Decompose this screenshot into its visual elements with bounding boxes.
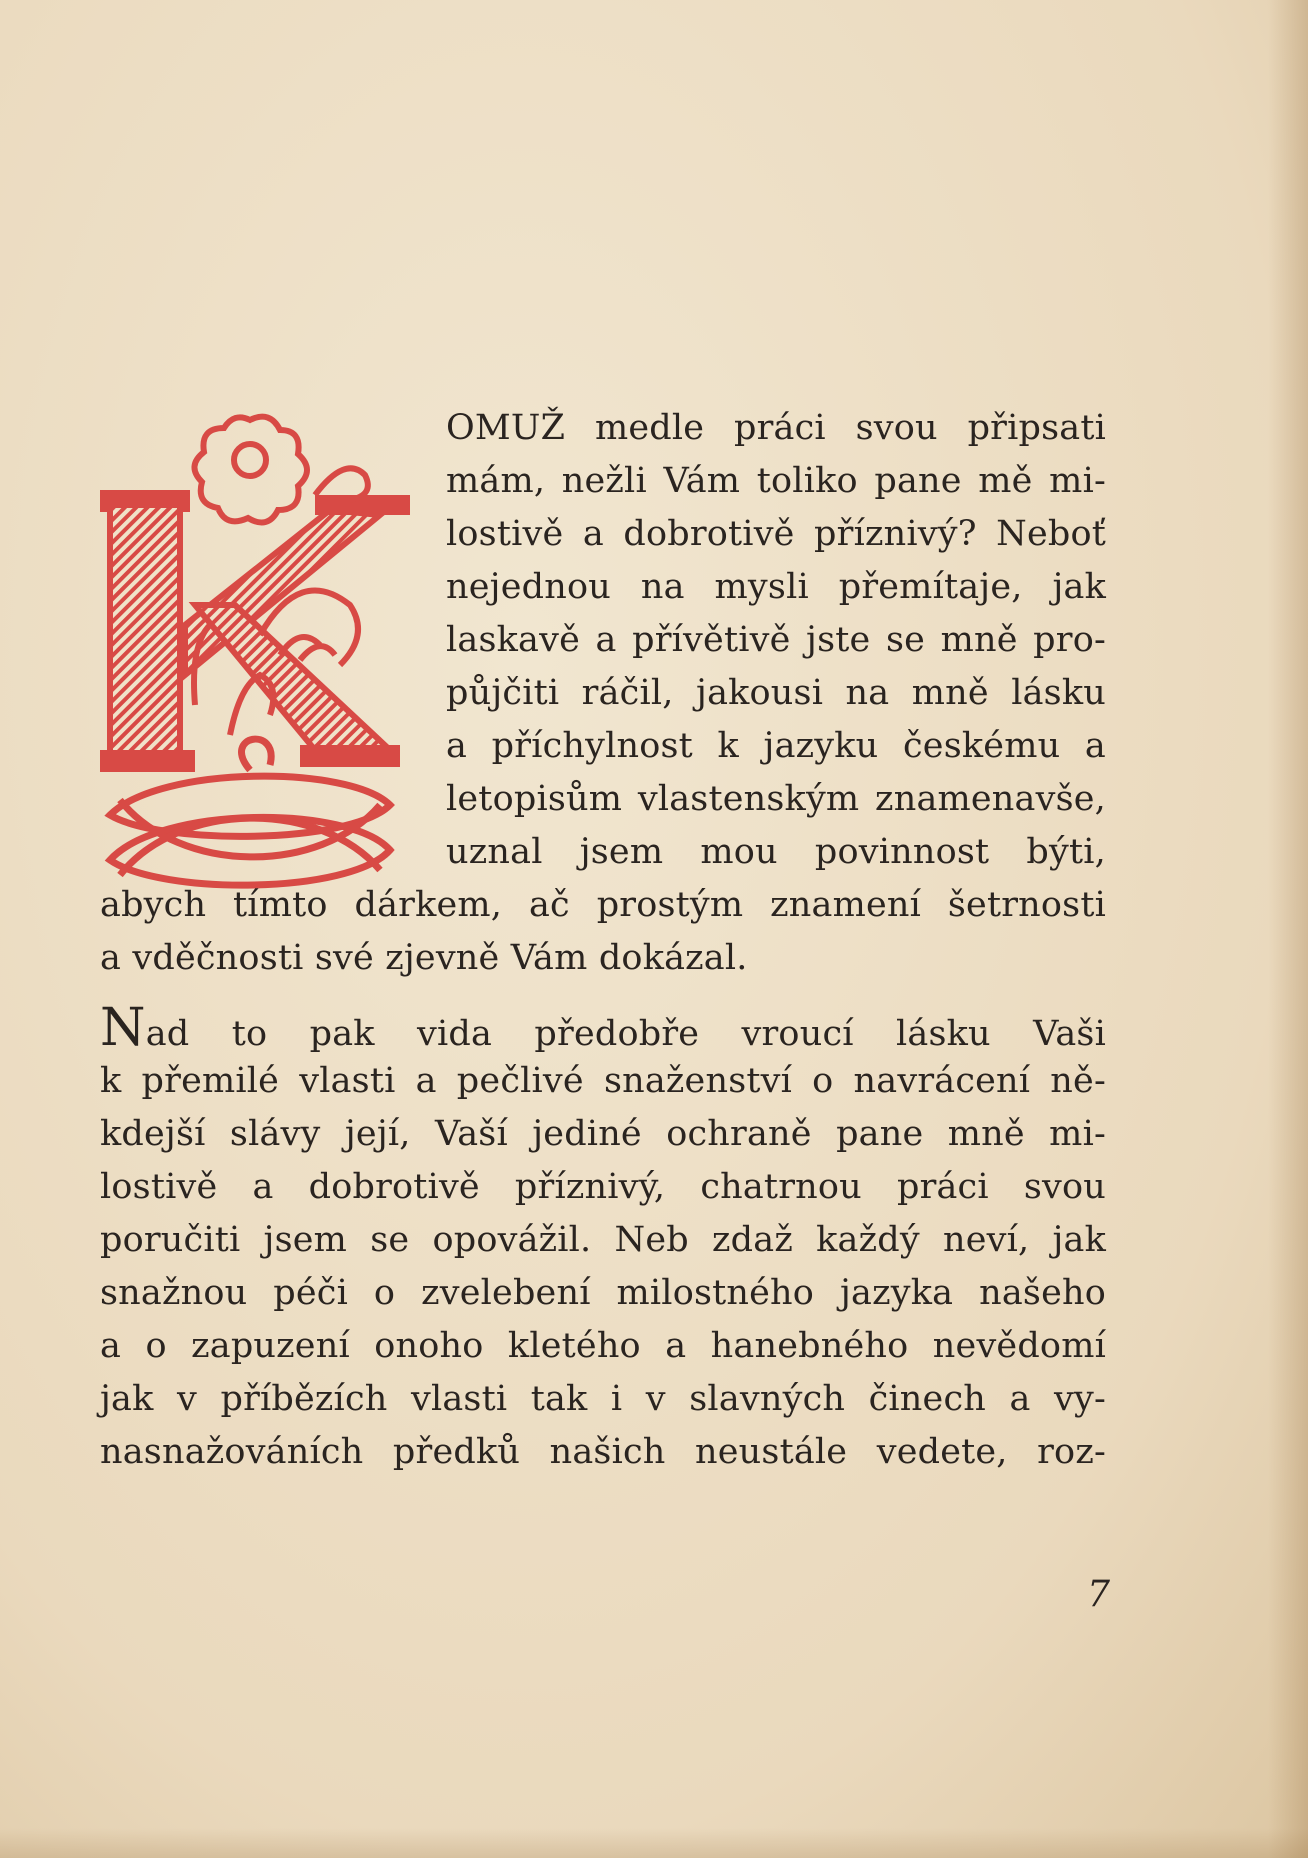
text-line: a o zapuzení onoho kletého a hanebného nevědomí xyxy=(100,1326,1106,1366)
text-line: abych tímto dárkem, ač prostým znamení šetrnosti xyxy=(100,885,1106,925)
text-line: nejednou na mysli přemítaje, jak xyxy=(446,567,1106,607)
text-line: letopisům vlastenským znamenavše, xyxy=(446,779,1106,819)
text-line: OMUŽ medle práci svou připsati xyxy=(446,408,1106,448)
page-number: 7 xyxy=(1087,1574,1110,1615)
text-line: půjčiti ráčil, jakousi na mně lásku xyxy=(446,673,1106,713)
text-line: jak v příbězích vlasti tak i v slavných činech a vy- xyxy=(100,1379,1106,1419)
page-edge-shadow xyxy=(1268,0,1308,1858)
text-line: uznal jsem mou povinnost býti, xyxy=(446,832,1106,872)
text-line: nasnažováních předků našich neustále vedete, roz- xyxy=(100,1432,1106,1472)
text-line: kdejší slávy její, Vaší jediné ochraně pane mně mi- xyxy=(100,1114,1106,1154)
text-line: a příchylnost k jazyku českému a xyxy=(446,726,1106,766)
text-line: poručiti jsem se opovážil. Neb zdaž každý neví, jak xyxy=(100,1220,1106,1260)
drop-cap-initial-k xyxy=(100,405,410,925)
text-line: snažnou péči o zvelebení milostného jazyka našeho xyxy=(100,1273,1106,1313)
flower-ornament xyxy=(194,417,307,523)
text-line: lostivě a dobrotivě příznivý? Neboť xyxy=(446,514,1106,554)
paragraph-initial-n: N xyxy=(100,998,146,1058)
page-bottom-shadow xyxy=(0,1828,1308,1858)
text-line: lostivě a dobrotivě příznivý, chatrnou práci svou xyxy=(100,1167,1106,1207)
text-line: k přemilé vlasti a pečlivé snaženství o navrácení ně- xyxy=(100,1061,1106,1101)
paragraph2-first-line xyxy=(100,998,1106,1061)
text-line: laskavě a přívětivě jste se mně pro- xyxy=(446,620,1106,660)
text-line: mám, nežli Vám toliko pane mě mi- xyxy=(446,461,1106,501)
text-span: ad to pak vida předobře vroucí lásku Vaši xyxy=(145,1014,1106,1054)
text-line: a vděčnosti své zjevně Vám dokázal. xyxy=(100,938,748,978)
